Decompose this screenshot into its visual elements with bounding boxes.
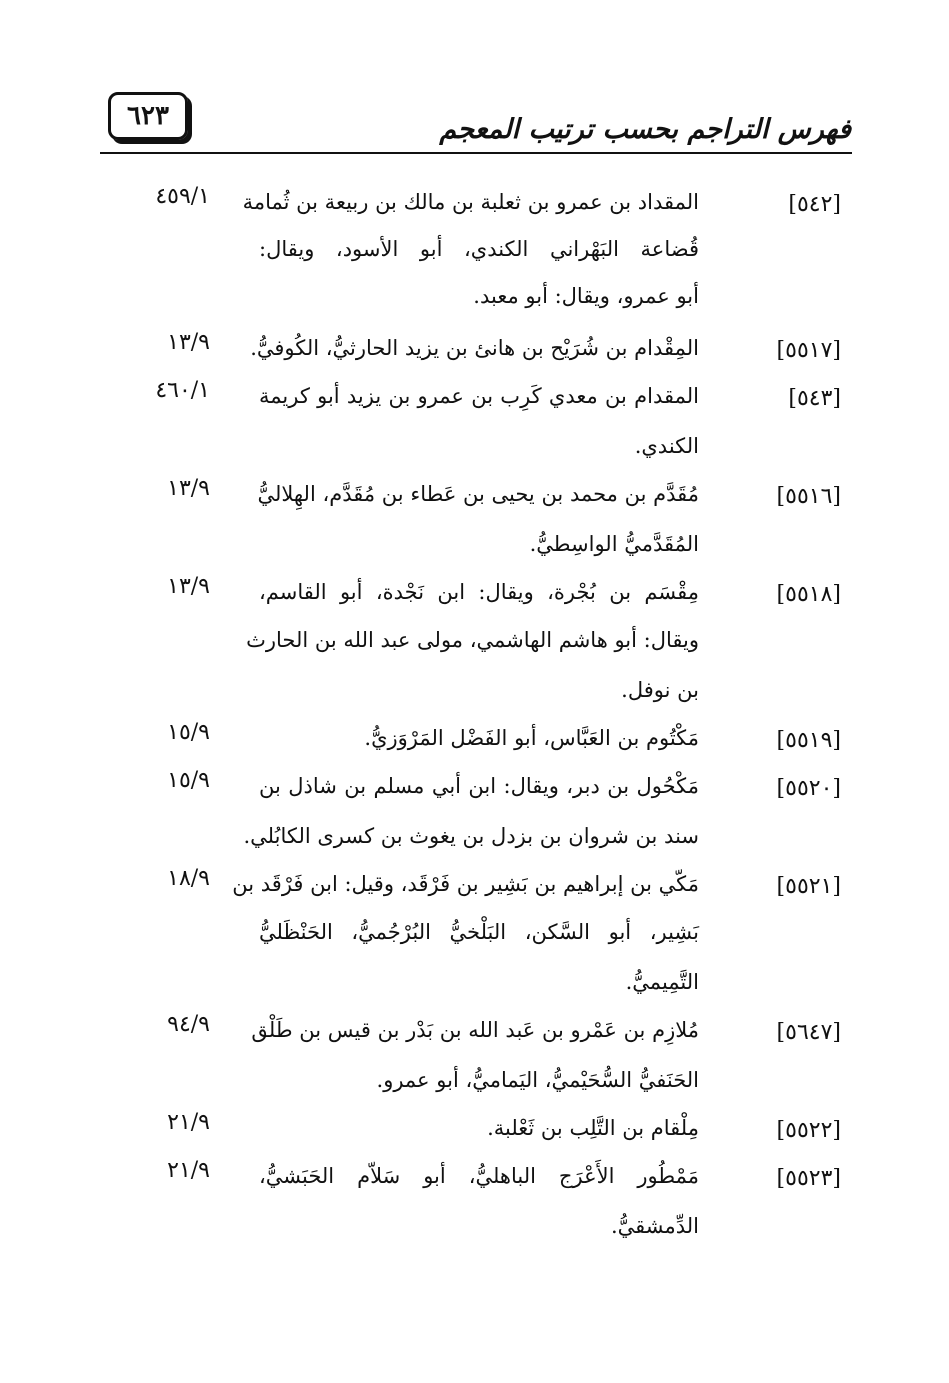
entry-reference: ١٣/٩ (167, 574, 210, 599)
entry-reference: ١٥/٩ (167, 720, 210, 745)
entry-reference: ٢١/٩ (167, 1158, 210, 1183)
entry-line: الكندي. (634, 434, 699, 458)
entry-line: مُلازِم بن عَمْرو بن عَبد الله بن بَدْر بن قيس بن طَلْق (251, 1018, 699, 1042)
entry-line: مَكْتُوم بن العَبَّاس، أبو الفَضْل المَرْوَزيُّ. (364, 726, 699, 750)
entry-line: بَشِير، أبو السَّكن، البَلْخيُّ البُرْجُميُّ، الحَنْظَليُّ (259, 920, 699, 944)
entry-line: المُقَدَّميُّ الواسِطيُّ. (529, 532, 699, 556)
page-number-box (108, 92, 188, 140)
entry-number: [٥٥١٨] (776, 582, 841, 607)
entry-line: بن نوفل. (621, 678, 699, 702)
entry-number: [٥٤٣] (788, 386, 841, 411)
entry-reference: ٢١/٩ (167, 1110, 210, 1135)
entry-reference: ٤٥٩/١ (155, 184, 210, 209)
entry-line: التَّمِيميُّ. (625, 970, 699, 994)
entry-reference: ١٣/٩ (167, 476, 210, 501)
entry-number: [٥٥٢٢] (776, 1118, 841, 1143)
entry-line: ويقال: أبو هاشم الهاشمي، مولى عبد الله بن الحارث (246, 628, 699, 652)
entry-line: الحَنَفيُّ السُّحَيْميُّ، اليَماميُّ، أبو عمرو. (376, 1068, 699, 1092)
header-rule (100, 152, 852, 154)
entry-number: [٥٥١٦] (776, 484, 841, 509)
entry-number: [٥٥٢٠] (776, 776, 841, 801)
entry-line: مِلْقام بن التَّلِب بن ثَعْلبة. (487, 1116, 699, 1140)
entry-reference: ١٣/٩ (167, 330, 210, 355)
entry-reference: ٤٦٠/١ (155, 378, 210, 403)
entry-line: الدِّمشقيُّ. (610, 1214, 699, 1238)
entry-line: مُقَدَّم بن محمد بن يحيى بن عَطاء بن مُقَدَّم، الهِلاليُّ (257, 482, 699, 506)
entry-number: [٥٥١٧] (776, 338, 841, 363)
entry-line: المقداد بن عمرو بن ثعلبة بن مالك بن ربيعة بن ثُمامة (242, 190, 699, 214)
running-header-title: فهرس التراجم بحسب ترتيب المعجم (439, 114, 851, 145)
page-number: ٦٢٣ (127, 101, 169, 131)
entry-line: مَمْطُور الأَعْرَج الباهليُّ، أبو سَلاّم الحَبَشيُّ، (259, 1164, 699, 1188)
entry-reference: ٩٤/٩ (167, 1012, 210, 1037)
entry-line: سند بن شروان بن بزدل بن يغوث بن كسرى الكابُلي. (243, 824, 699, 848)
entry-reference: ١٥/٩ (167, 768, 210, 793)
entry-number: [٥٤٢] (788, 192, 841, 217)
entry-number: [٥٥٢٣] (776, 1166, 841, 1191)
entry-reference: ١٨/٩ (167, 866, 210, 891)
entry-line: قُضاعة البَهْراني الكندي، أبو الأسود، ويقال: (259, 237, 699, 261)
entry-number: [٥٥٢١] (776, 874, 841, 899)
entry-line: مَكْحُول بن دبر، ويقال: ابن أبي مسلم بن شاذل بن (259, 774, 699, 798)
entry-line: مِقْسَم بن بُجْرة، ويقال: ابن نَجْدة، أبو القاسم، (259, 580, 699, 604)
entry-line: أبو عمرو، ويقال: أبو معبد. (473, 284, 699, 308)
entry-line: المقدام بن معدي كَرِب بن عمرو بن يزيد أبو كريمة (259, 384, 699, 408)
entry-number: [٥٦٤٧] (776, 1020, 841, 1045)
entry-number: [٥٥١٩] (776, 728, 841, 753)
entry-line: مَكّي بن إبراهيم بن بَشِير بن فَرْقَد، وقيل: ابن فَرْقَد بن (232, 872, 699, 896)
entry-line: المِقْدام بن شُرَيْح بن هانئ بن يزيد الحارثيُّ، الكُوفيُّ. (250, 336, 699, 360)
